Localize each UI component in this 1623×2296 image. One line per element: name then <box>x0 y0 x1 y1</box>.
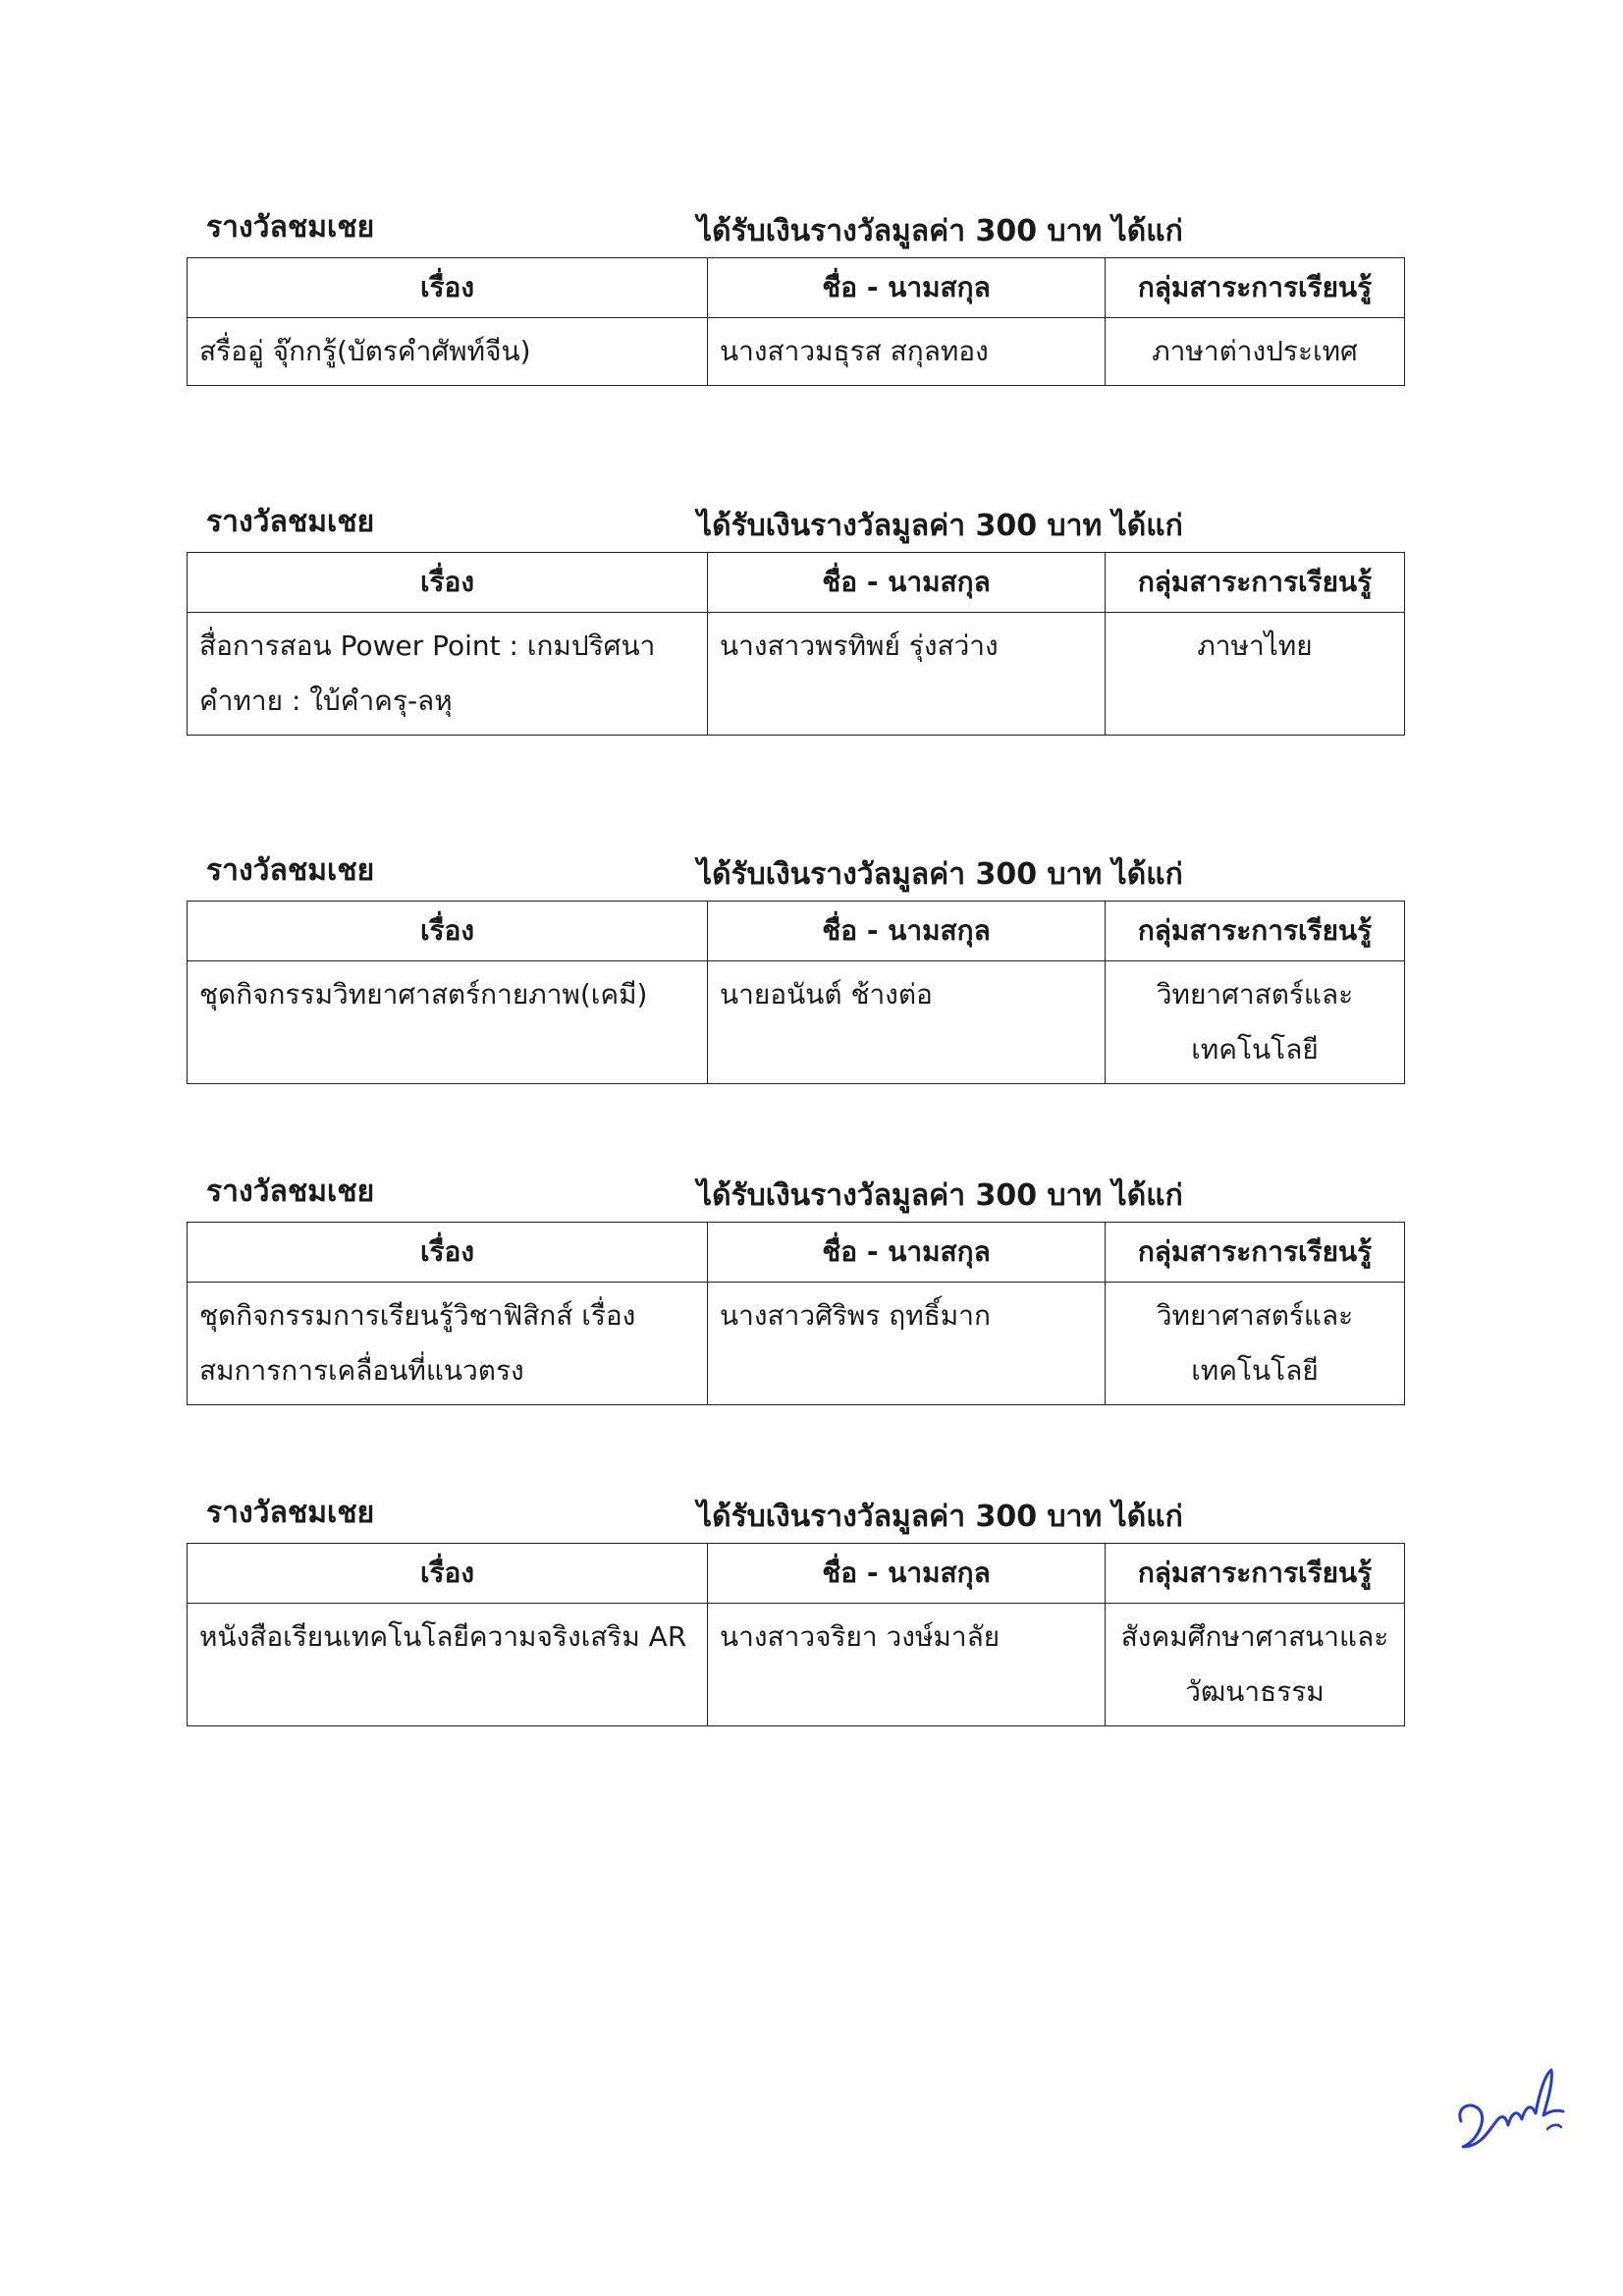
table-row <box>188 961 1405 1084</box>
award-table <box>187 257 1405 386</box>
award-title: รางวัลชมเชย <box>206 853 375 888</box>
column-header-subject: กลุ่มสาระการเรียนรู้ <box>1106 553 1405 613</box>
column-header-name: ชื่อ - นามสกุล <box>708 1223 1106 1283</box>
award-title: รางวัลชมเชย <box>206 1175 375 1209</box>
award-header <box>187 1161 1414 1216</box>
award-header <box>187 491 1414 546</box>
award-amount: ได้รับเงินรางวัลมูลค่า 300 บาท ได้แก่ <box>697 1500 1183 1534</box>
award-table <box>187 552 1405 736</box>
column-header-subject: กลุ่มสาระการเรียนรู้ <box>1106 1544 1405 1604</box>
award-block-3 <box>187 840 1414 1084</box>
column-header-subject: กลุ่มสาระการเรียนรู้ <box>1106 258 1405 318</box>
cell-subject: วิทยาศาสตร์และเทคโนโลยี <box>1106 1283 1405 1405</box>
award-amount: ได้รับเงินรางวัลมูลค่า 300 บาท ได้แก่ <box>697 857 1183 892</box>
award-header <box>187 840 1414 895</box>
column-header-name: ชื่อ - นามสกุล <box>708 1544 1106 1604</box>
award-header <box>187 1482 1414 1537</box>
cell-subject: วิทยาศาสตร์และเทคโนโลยี <box>1106 961 1405 1084</box>
cell-subject: ภาษาต่างประเทศ <box>1106 318 1405 386</box>
column-header-work: เรื่อง <box>188 553 708 613</box>
cell-subject: ภาษาไทย <box>1106 613 1405 736</box>
cell-work: หนังสือเรียนเทคโนโลยีความจริงเสริม AR <box>188 1604 708 1726</box>
table-header-row <box>188 902 1405 961</box>
cell-work: สื่อการสอน Power Point : เกมปริศนาคำทาย : ใบ้คำครุ-ลหุ <box>188 613 708 736</box>
column-header-work: เรื่อง <box>188 1544 708 1604</box>
award-amount: ได้รับเงินรางวัลมูลค่า 300 บาท ได้แก่ <box>697 1178 1183 1213</box>
table-row <box>188 318 1405 386</box>
column-header-work: เรื่อง <box>188 258 708 318</box>
award-table <box>187 901 1405 1084</box>
cell-work: สรื่ออู่ จุ๊กกรู้(บัตรคำศัพท์จีน) <box>188 318 708 386</box>
award-amount: ได้รับเงินรางวัลมูลค่า 300 บาท ได้แก่ <box>697 214 1183 248</box>
column-header-name: ชื่อ - นามสกุล <box>708 258 1106 318</box>
column-header-name: ชื่อ - นามสกุล <box>708 553 1106 613</box>
cell-name: นางสาวพรทิพย์ รุ่งสว่าง <box>708 613 1106 736</box>
award-block-1 <box>187 196 1414 386</box>
award-table <box>187 1222 1405 1405</box>
cell-work: ชุดกิจกรรมการเรียนรู้วิชาฟิสิกส์ เรื่องสมการการเคลื่อนที่แนวตรง <box>188 1283 708 1405</box>
table-row <box>188 613 1405 736</box>
cell-name: นางสาวศิริพร ฤทธิ์มาก <box>708 1283 1106 1405</box>
award-title: รางวัลชมเชย <box>206 505 375 539</box>
column-header-subject: กลุ่มสาระการเรียนรู้ <box>1106 1223 1405 1283</box>
award-title: รางวัลชมเชย <box>206 1496 375 1530</box>
column-header-work: เรื่อง <box>188 902 708 961</box>
signature-mark <box>1453 2052 1581 2160</box>
cell-name: นางสาวมธุรส สกุลทอง <box>708 318 1106 386</box>
column-header-work: เรื่อง <box>188 1223 708 1283</box>
cell-name: นางสาวจริยา วงษ์มาลัย <box>708 1604 1106 1726</box>
award-block-2 <box>187 491 1414 736</box>
table-row <box>188 1604 1405 1726</box>
table-row <box>188 1283 1405 1405</box>
award-header <box>187 196 1414 251</box>
award-table <box>187 1543 1405 1726</box>
award-block-5 <box>187 1482 1414 1726</box>
award-amount: ได้รับเงินรางวัลมูลค่า 300 บาท ได้แก่ <box>697 509 1183 543</box>
table-header-row <box>188 553 1405 613</box>
column-header-subject: กลุ่มสาระการเรียนรู้ <box>1106 902 1405 961</box>
award-block-4 <box>187 1161 1414 1405</box>
award-title: รางวัลชมเชย <box>206 210 375 245</box>
table-header-row <box>188 1544 1405 1604</box>
table-header-row <box>188 258 1405 318</box>
column-header-name: ชื่อ - นามสกุล <box>708 902 1106 961</box>
table-header-row <box>188 1223 1405 1283</box>
cell-subject: สังคมศึกษาศาสนาและวัฒนาธรรม <box>1106 1604 1405 1726</box>
cell-name: นายอนันต์ ช้างต่อ <box>708 961 1106 1084</box>
cell-work: ชุดกิจกรรมวิทยาศาสตร์กายภาพ(เคมี) <box>188 961 708 1084</box>
